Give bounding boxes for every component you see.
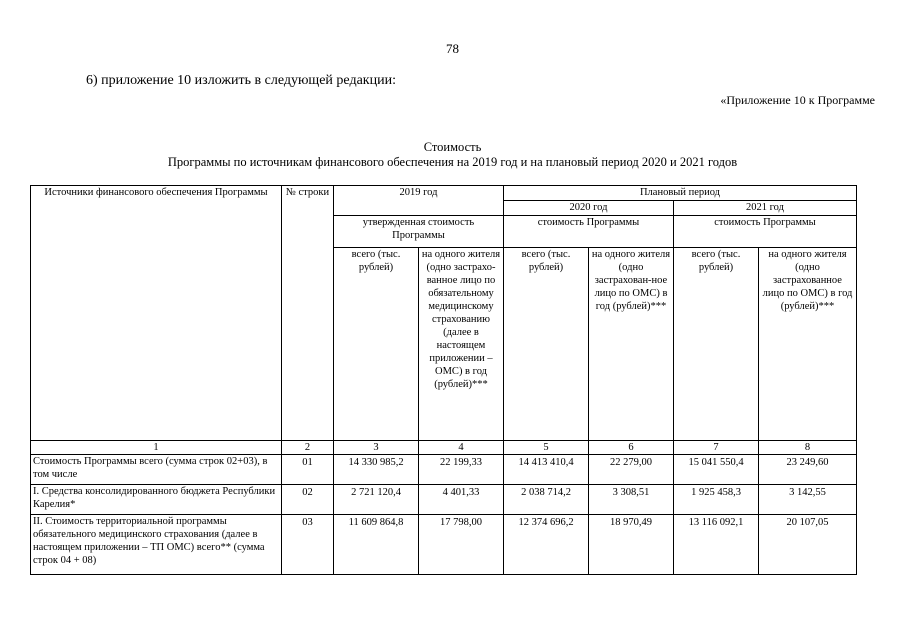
title-line-2: Программы по источникам финансового обеспечения на 2019 год и на плановый период 2020 и 2021 годов [167, 155, 738, 169]
cell-2019-per-capita: 22 199,33 [419, 455, 504, 485]
table-row [31, 515, 857, 575]
header-total-2020: всего (тыс. рублей) [504, 248, 589, 441]
column-number-row [31, 441, 857, 455]
cell-2021-total: 15 041 550,4 [674, 455, 759, 485]
header-cost-2021: стоимость Программы [674, 216, 857, 248]
header-total-2019: всего (тыс. рублей) [334, 248, 419, 441]
header-per-capita-2019: на одного жителя (одно застрахо-ванное лицо по обязательному медицинскому страхованию (далее в настоящем приложении – ОМС) в год (рублей)*** [419, 248, 504, 441]
row-label: Стоимость Программы всего (сумма строк 02+03), в том числе [31, 455, 282, 485]
cell-2021-per-capita: 3 142,55 [759, 485, 857, 515]
cell-2019-total: 11 609 864,8 [334, 515, 419, 575]
header-planned-period: Плановый период [504, 186, 857, 201]
header-per-capita-2020: на одного жителя (одно застрахован-ное лицо по ОМС) в год (рублей)*** [589, 248, 674, 441]
header-total-2021: всего (тыс. рублей) [674, 248, 759, 441]
cell-2020-total: 12 374 696,2 [504, 515, 589, 575]
table-title [0, 140, 905, 170]
column-number: 3 [334, 441, 419, 455]
cell-2019-total: 2 721 120,4 [334, 485, 419, 515]
column-number: 8 [759, 441, 857, 455]
row-number: 03 [282, 515, 334, 575]
cell-2019-total: 14 330 985,2 [334, 455, 419, 485]
cell-2021-per-capita: 23 249,60 [759, 455, 857, 485]
row-label: II. Стоимость территориальной программы обязательного медицинского страхования (далее в настоящем приложении – ТП ОМС) всего** (сумма строк 04 + 08) [31, 515, 282, 575]
column-number: 4 [419, 441, 504, 455]
table-row [31, 485, 857, 515]
cell-2021-total: 13 116 092,1 [674, 515, 759, 575]
cell-2019-per-capita: 17 798,00 [419, 515, 504, 575]
column-number: 7 [674, 441, 759, 455]
header-2020: 2020 год [504, 201, 674, 216]
row-label: I. Средства консолидированного бюджета Республики Карелия* [31, 485, 282, 515]
header-row-number: № строки [282, 186, 334, 441]
header-per-capita-2021: на одного жителя (одно застрахованное лицо по ОМС) в год (рублей)*** [759, 248, 857, 441]
row-number: 02 [282, 485, 334, 515]
cell-2020-per-capita: 22 279,00 [589, 455, 674, 485]
cell-2019-per-capita: 4 401,33 [419, 485, 504, 515]
title-line-1: Стоимость [423, 140, 482, 154]
cell-2020-total: 2 038 714,2 [504, 485, 589, 515]
header-2019: 2019 год [334, 186, 504, 216]
header-2021: 2021 год [674, 201, 857, 216]
appendix-reference: «Приложение 10 к Программе [720, 93, 875, 107]
cell-2020-per-capita: 18 970,49 [589, 515, 674, 575]
cell-2021-total: 1 925 458,3 [674, 485, 759, 515]
cell-2020-per-capita: 3 308,51 [589, 485, 674, 515]
header-cost-2020: стоимость Программы [504, 216, 674, 248]
column-number: 2 [282, 441, 334, 455]
table-row [31, 455, 857, 485]
header-approved-cost: утвержденная стоимость Программы [334, 216, 504, 248]
page-number: 78 [446, 41, 459, 56]
cell-2020-total: 14 413 410,4 [504, 455, 589, 485]
cell-2021-per-capita: 20 107,05 [759, 515, 857, 575]
column-number: 6 [589, 441, 674, 455]
column-number: 1 [31, 441, 282, 455]
cost-table [30, 185, 857, 575]
column-number: 5 [504, 441, 589, 455]
header-sources: Источники финансового обеспечения Программы [31, 186, 282, 441]
intro-text: 6) приложение 10 изложить в следующей редакции: [86, 73, 396, 88]
row-number: 01 [282, 455, 334, 485]
